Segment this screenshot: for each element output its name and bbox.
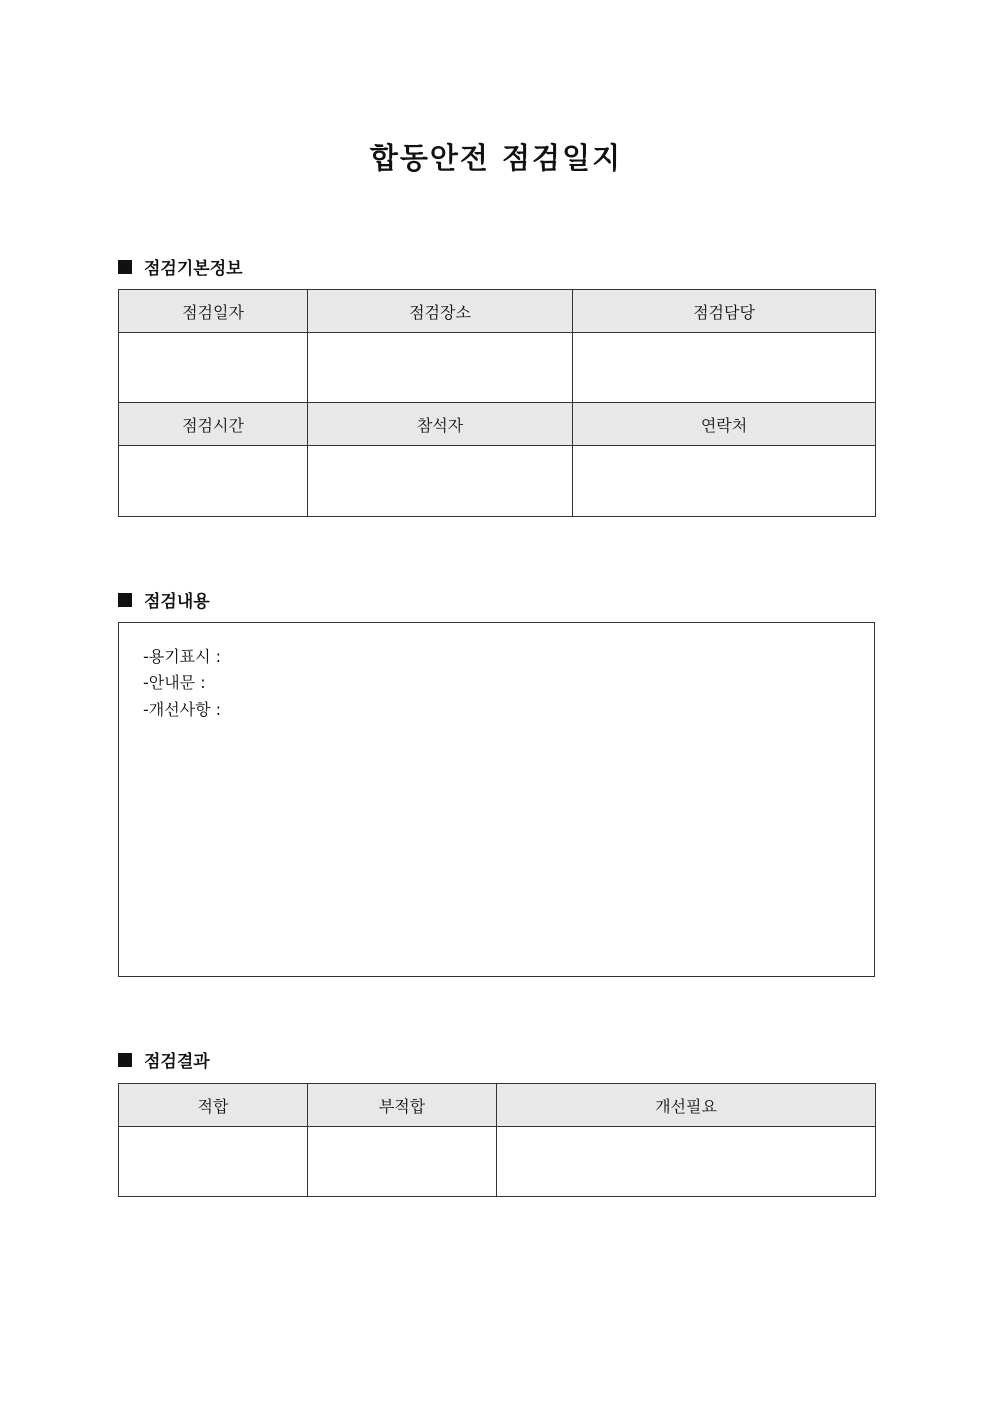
section-title: 점검결과: [144, 1052, 210, 1072]
square-bullet-icon: [118, 1053, 132, 1067]
header-cell: 참석자: [308, 403, 573, 446]
header-cell: 점검시간: [119, 403, 308, 446]
section-title: 점검기본정보: [144, 259, 243, 279]
content-line-container-marking: -용기표시 :: [143, 647, 222, 666]
header-cell: 점검장소: [308, 290, 573, 333]
inspector-cell[interactable]: [573, 333, 876, 403]
section-basic-info-heading: [118, 254, 243, 279]
section-content-heading: [118, 587, 210, 612]
fail-cell[interactable]: [308, 1127, 497, 1197]
square-bullet-icon: [118, 593, 132, 607]
result-table: [118, 1083, 876, 1197]
header-cell: 점검일자: [119, 290, 308, 333]
inspection-date-cell[interactable]: [119, 333, 308, 403]
inspection-content-box[interactable]: [118, 622, 875, 977]
needs-improvement-cell[interactable]: [497, 1127, 876, 1197]
contact-cell[interactable]: [573, 446, 876, 517]
square-bullet-icon: [118, 260, 132, 274]
header-cell: 개선필요: [497, 1084, 876, 1127]
section-title: 점검내용: [144, 592, 210, 612]
header-cell: 부적합: [308, 1084, 497, 1127]
section-result-heading: [118, 1047, 210, 1072]
attendees-cell[interactable]: [308, 446, 573, 517]
inspection-location-cell[interactable]: [308, 333, 573, 403]
content-line-notice: -안내문 :: [143, 673, 206, 692]
pass-cell[interactable]: [119, 1127, 308, 1197]
inspection-time-cell[interactable]: [119, 446, 308, 517]
content-line-improvements: -개선사항 :: [143, 700, 222, 719]
header-cell: 점검담당: [573, 290, 876, 333]
header-cell: 적합: [119, 1084, 308, 1127]
basic-info-table: [118, 289, 876, 517]
header-cell: 연락처: [573, 403, 876, 446]
page-title: 합동안전 점검일지: [369, 141, 623, 175]
